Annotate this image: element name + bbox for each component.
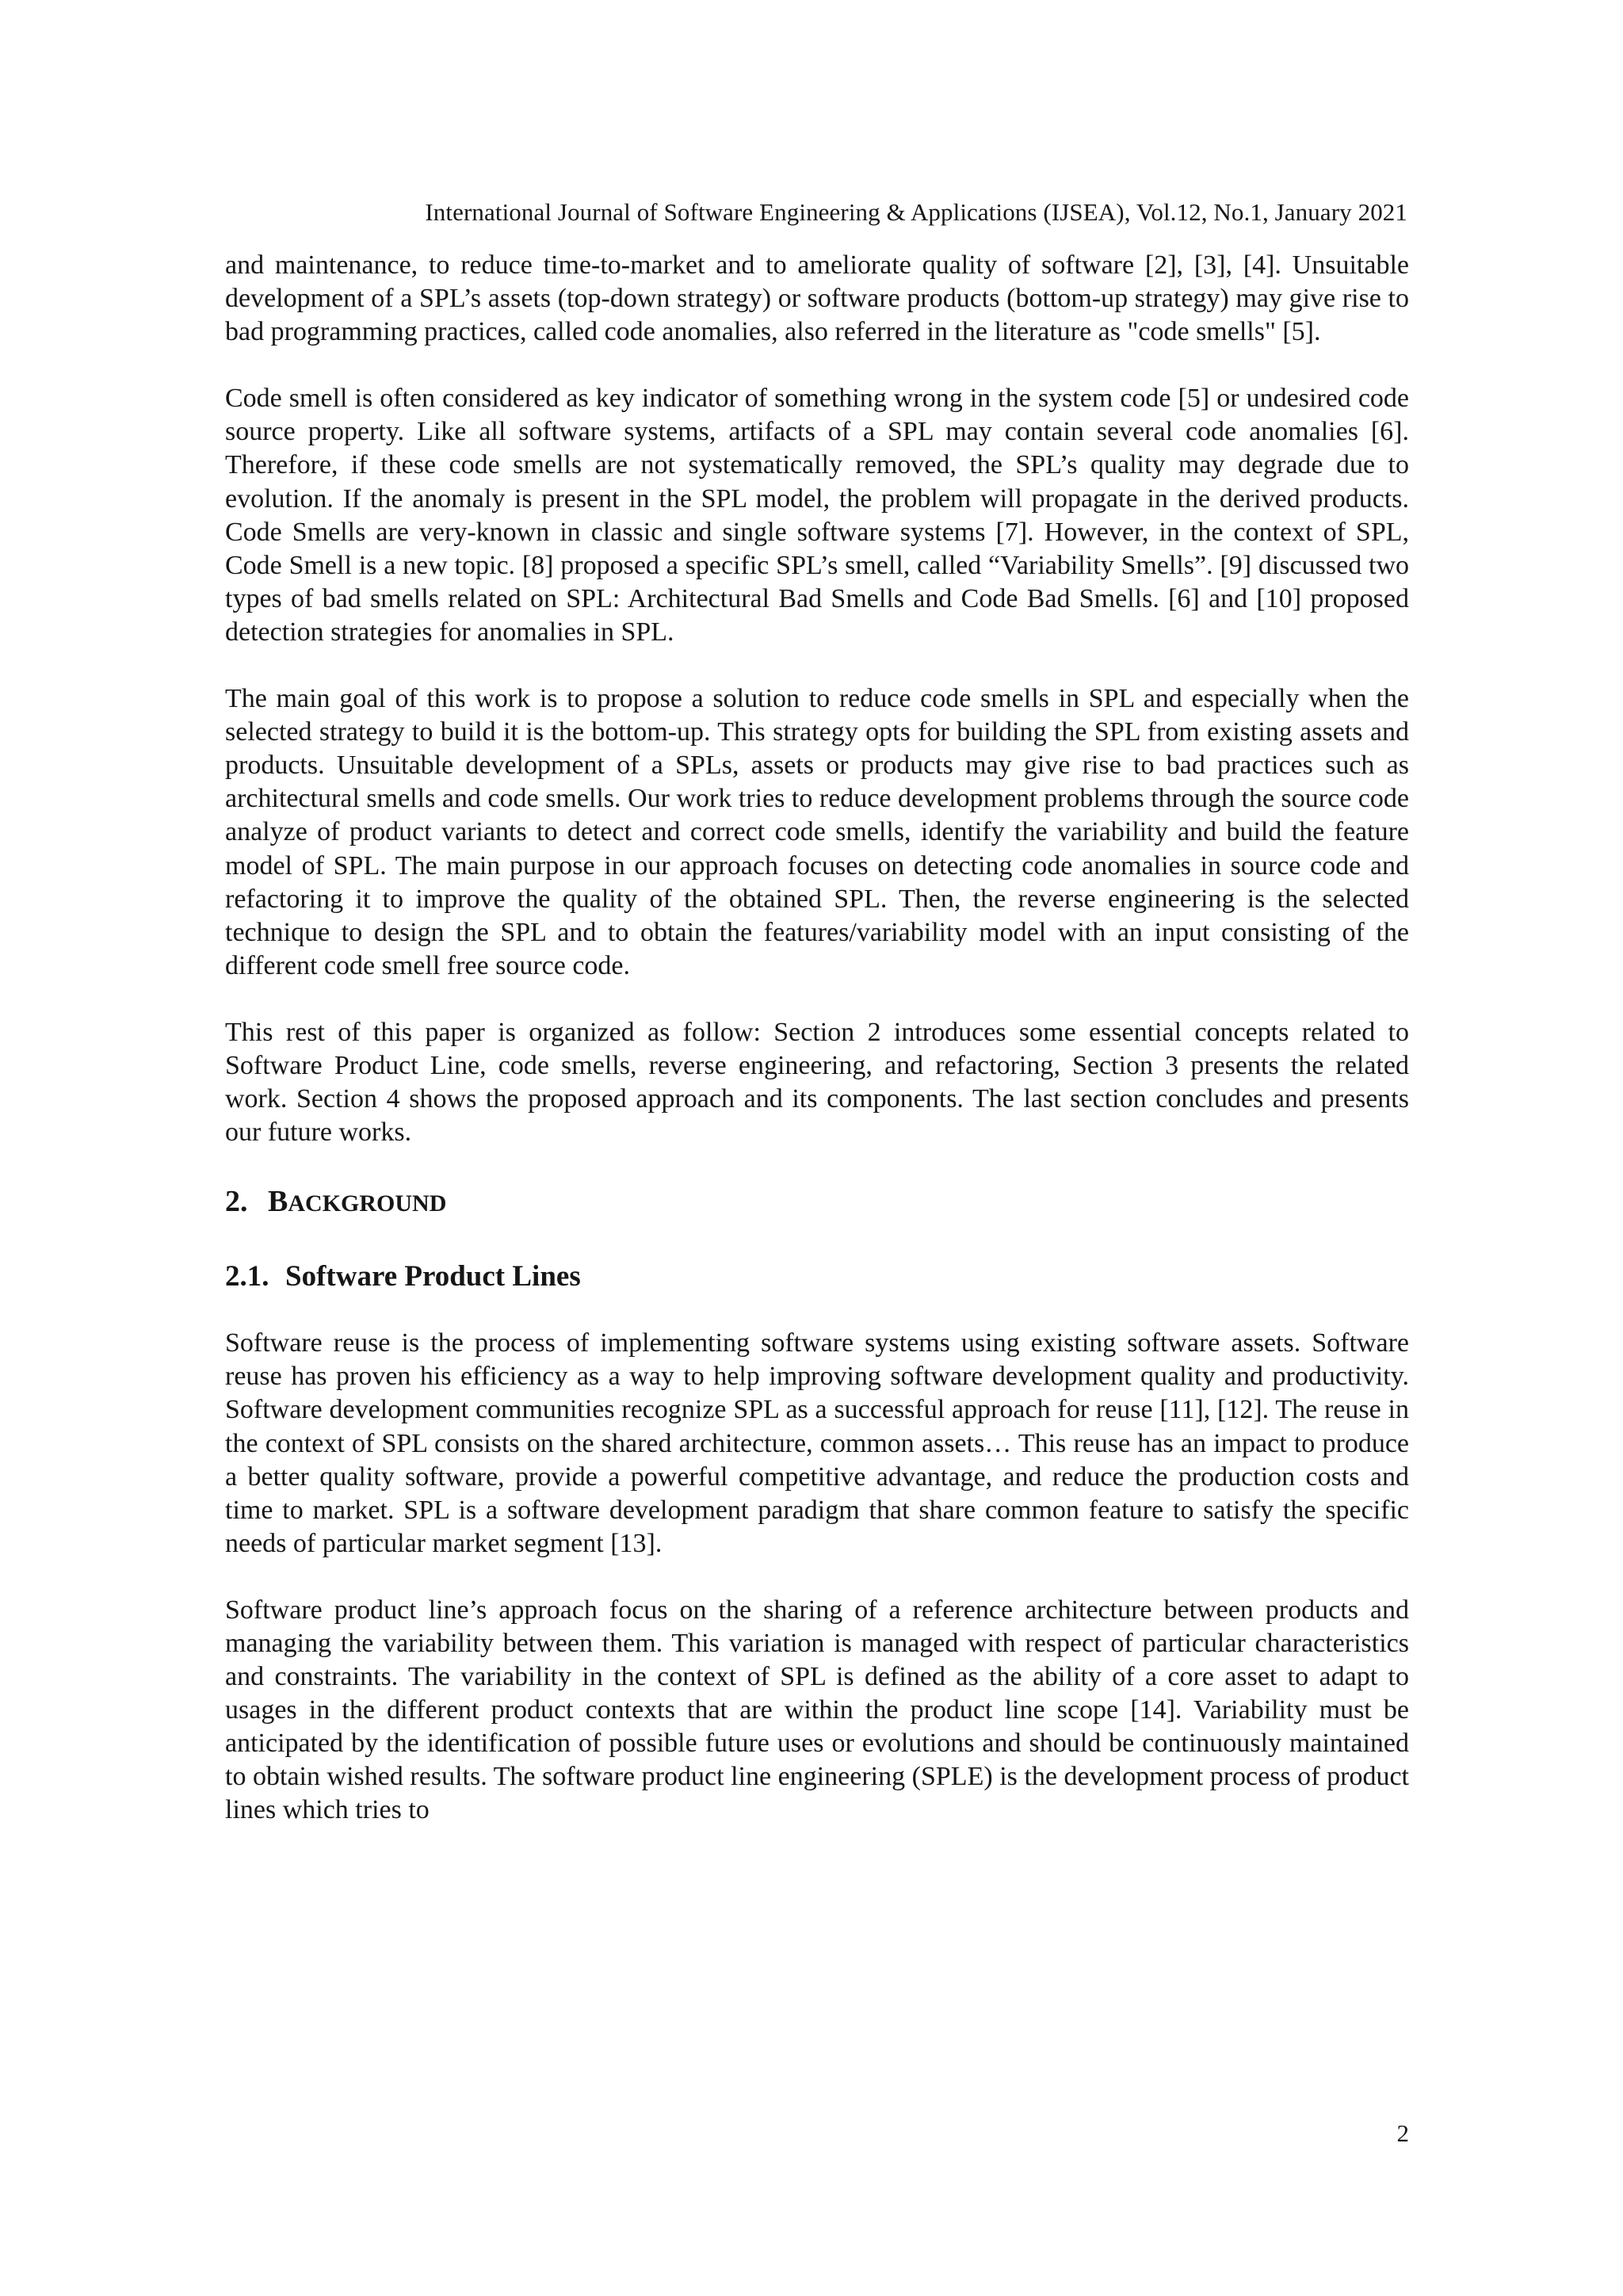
subsection-number: 2.1. (225, 1260, 269, 1293)
paragraph-spl-approach: Software product line’s approach focus on the sharing of a reference architecture between products and managing the variability between them. This variation is managed with respect of particular characteristics and constraints. The variability in the context of SPL is defined as the ability of a core asset to adapt to usages in the different product contexts that are within the product line scope [14]. Variability must be anticipated by the identification of possible future uses or evolutions and should be continuously maintained to obtain wished results. The software product line engineering (SPLE) is the development process of product lines which tries to (225, 1595, 1409, 1825)
paragraph-intro-continuation: and maintenance, to reduce time-to-market and to ameliorate quality of software [2], [3], [4]. Unsuitable development of a SPL’s assets (top-down strategy) or software products (bottom-up strategy) may give rise to bad programming practices, called code anomalies, also referred in the literature as "code smells" [5]. (225, 250, 1409, 347)
running-header: International Journal of Software Engineering & Applications (IJSEA), Vol.12, No.1, January 2021 (425, 198, 1407, 226)
page-number: 2 (1396, 2119, 1409, 2147)
paragraph-software-reuse: Software reuse is the process of implementing software systems using existing software assets. Software reuse has proven his efficiency as a way to help improving software development quality and productivity. Software development communities recognize SPL as a successful approach for reuse [11], [12]. The reuse in the context of SPL consists on the shared architecture, common assets… This reuse has an impact to produce a better quality software, provide a powerful competitive advantage, and reduce the production costs and time to market. SPL is a software development paradigm that share common feature to satisfy the specific needs of particular market segment [13]. (225, 1328, 1409, 1558)
paragraph-code-smells: Code smell is often considered as key indicator of something wrong in the system code [5] or undesired code source property. Like all software systems, artifacts of a SPL may contain several code anomalies [6]. Therefore, if these code smells are not systematically removed, the SPL’s quality may degrade due to evolution. If the anomaly is present in the SPL model, the problem will propagate in the derived products. Code Smells are very-known in classic and single software systems [7]. However, in the context of SPL, Code Smell is a new topic. [8] proposed a specific SPL’s smell, called “Variability Smells”. [9] discussed two types of bad smells related on SPL: Architectural Bad Smells and Code Bad Smells. [6] and [10] proposed detection strategies for anomalies in SPL. (225, 384, 1409, 647)
section-heading-background (225, 1183, 1409, 1222)
subsection-heading-spl (225, 1259, 1409, 1295)
paragraph-main-goal: The main goal of this work is to propose a solution to reduce code smells in SPL and especially when the selected strategy to build it is the bottom-up. This strategy opts for building the SPL from existing assets and products. Unsuitable development of a SPLs, assets or products may give rise to bad practices such as architectural smells and code smells. Our work tries to reduce development problems through the source code analyze of product variants to detect and correct code smells, identify the variability and build the feature model of SPL. The main purpose in our approach focuses on detecting code anomalies in source code and refactoring it to improve the quality of the obtained SPL. Then, the reverse engineering is the selected technique to design the SPL and to obtain the features/variability model with an input consisting of the different code smell free source code. (225, 684, 1409, 980)
paragraph-organization: This rest of this paper is organized as follow: Section 2 introduces some essential concepts related to Software Product Line, code smells, reverse engineering, and refactoring, Section 3 presents the related work. Section 4 shows the proposed approach and its components. The last section concludes and presents our future works. (225, 1017, 1409, 1148)
section-number: 2. (225, 1185, 248, 1219)
subsection-title: Software Product Lines (285, 1260, 581, 1293)
body-column (225, 249, 1409, 1828)
section-title-rest: ACKGROUND (288, 1190, 447, 1217)
section-title-initial: B (268, 1185, 288, 1219)
